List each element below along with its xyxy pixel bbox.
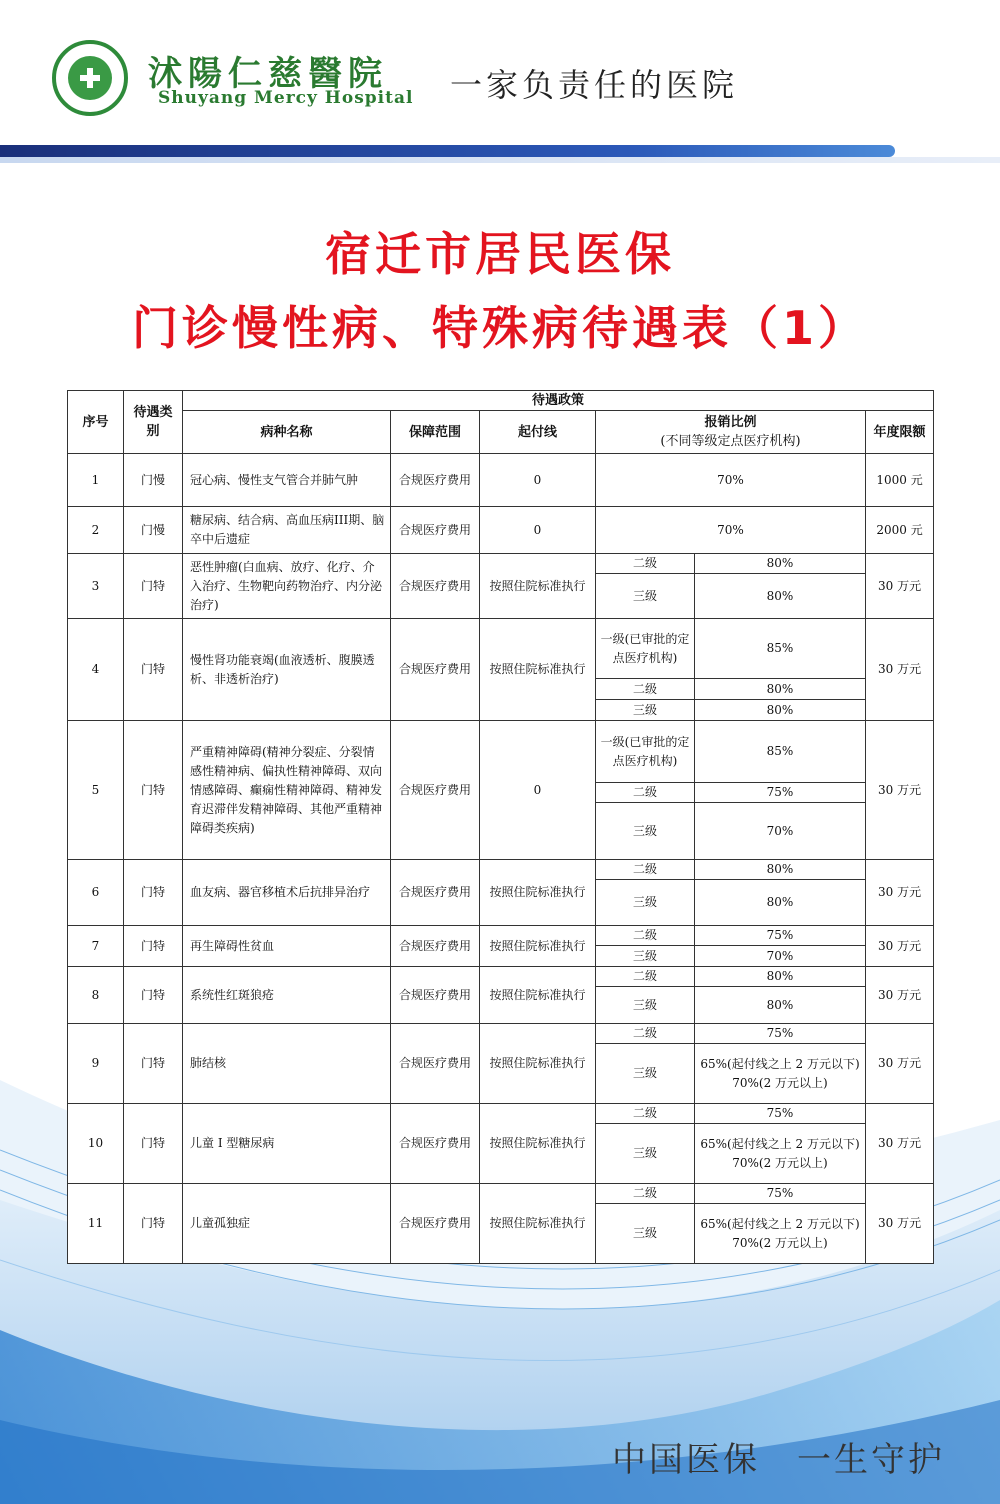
cell-deductible: 0 <box>480 721 596 860</box>
col-ratio <box>596 411 866 454</box>
col-seq: 序号 <box>68 391 124 454</box>
cell-ratio: 70% <box>596 507 866 554</box>
hospital-slogan: 一家负责任的医院 <box>450 66 739 104</box>
cell-scope: 合规医疗费用 <box>391 860 480 926</box>
cell-limit: 30 万元 <box>866 554 934 619</box>
cell-limit: 30 万元 <box>866 1104 934 1184</box>
cell-deductible: 按照住院标准执行 <box>480 554 596 619</box>
cell-no: 11 <box>68 1184 124 1264</box>
cell-level: 三级 <box>596 987 695 1024</box>
cell-type: 门特 <box>124 554 183 619</box>
cell-level: 三级 <box>596 700 695 721</box>
ratio-tier1: 65%(起付线之上 2 万元以下) <box>700 1056 860 1071</box>
cell-ratio: 80% <box>695 967 866 987</box>
cell-scope: 合规医疗费用 <box>391 967 480 1024</box>
ratio-tier2: 70%(2 万元以上) <box>732 1075 828 1090</box>
page-title-line1: 宿迁市居民医保 <box>325 227 675 281</box>
cell-no: 2 <box>68 507 124 554</box>
cell-scope: 合规医疗费用 <box>391 554 480 619</box>
cell-level: 二级 <box>596 967 695 987</box>
cell-scope: 合规医疗费用 <box>391 507 480 554</box>
col-limit: 年度限额 <box>866 411 934 454</box>
table-row <box>68 1104 934 1124</box>
cell-level: 二级 <box>596 783 695 803</box>
cell-ratio: 80% <box>695 987 866 1024</box>
cell-level: 二级 <box>596 1024 695 1044</box>
cell-type: 门特 <box>124 1104 183 1184</box>
cell-type: 门特 <box>124 926 183 967</box>
table-row <box>68 554 934 574</box>
cell-level: 一级(已审批的定点医疗机构) <box>596 619 695 679</box>
cell-deductible: 按照住院标准执行 <box>480 860 596 926</box>
cell-deductible: 按照住院标准执行 <box>480 1184 596 1264</box>
table-row <box>68 926 934 946</box>
cell-limit: 30 万元 <box>866 967 934 1024</box>
cell-disease: 系统性红斑狼疮 <box>183 967 391 1024</box>
cell-level: 二级 <box>596 926 695 946</box>
cell-ratio: 70% <box>695 946 866 967</box>
cell-disease: 血友病、器官移植术后抗排异治疗 <box>183 860 391 926</box>
cell-ratio: 80% <box>695 574 866 619</box>
cell-no: 8 <box>68 967 124 1024</box>
col-policy: 待遇政策 <box>183 391 934 411</box>
cell-type: 门慢 <box>124 454 183 507</box>
cell-type: 门特 <box>124 619 183 721</box>
cell-limit: 2000 元 <box>866 507 934 554</box>
cell-level: 三级 <box>596 574 695 619</box>
cell-ratio: 85% <box>695 619 866 679</box>
cell-level: 三级 <box>596 880 695 926</box>
hospital-logo <box>52 40 128 116</box>
cell-type: 门特 <box>124 860 183 926</box>
treatment-table <box>67 390 934 1264</box>
cell-type: 门特 <box>124 967 183 1024</box>
cell-disease: 糖尿病、结合病、高血压病III期、脑卒中后遗症 <box>183 507 391 554</box>
col-disease: 病种名称 <box>183 411 391 454</box>
cell-type: 门特 <box>124 1184 183 1264</box>
cell-limit: 30 万元 <box>866 721 934 860</box>
cell-disease: 严重精神障碍(精神分裂症、分裂情感性精神病、偏执性精神障碍、双向情感障碍、癫痫性精神障碍、精神发育迟滞伴发精神障碍、其他严重精神障碍类疾病) <box>183 721 391 860</box>
cell-deductible: 按照住院标准执行 <box>480 1024 596 1104</box>
cell-scope: 合规医疗费用 <box>391 619 480 721</box>
cell-scope: 合规医疗费用 <box>391 721 480 860</box>
table-row <box>68 860 934 880</box>
cell-level: 二级 <box>596 1104 695 1124</box>
cell-ratio <box>695 1124 866 1184</box>
cell-no: 10 <box>68 1104 124 1184</box>
cell-type: 门特 <box>124 721 183 860</box>
cell-level: 二级 <box>596 679 695 700</box>
col-deductible: 起付线 <box>480 411 596 454</box>
cell-disease: 肺结核 <box>183 1024 391 1104</box>
cell-ratio: 75% <box>695 783 866 803</box>
cell-no: 6 <box>68 860 124 926</box>
ratio-tier1: 65%(起付线之上 2 万元以下) <box>700 1136 860 1151</box>
header-row <box>68 391 934 411</box>
cell-no: 5 <box>68 721 124 860</box>
cell-disease: 恶性肿瘤(白血病、放疗、化疗、介入治疗、生物靶向药物治疗、内分泌治疗) <box>183 554 391 619</box>
cell-no: 1 <box>68 454 124 507</box>
cell-no: 4 <box>68 619 124 721</box>
header-band <box>0 145 895 157</box>
ratio-tier2: 70%(2 万元以上) <box>732 1235 828 1250</box>
cell-ratio: 80% <box>695 880 866 926</box>
table-row <box>68 1024 934 1044</box>
cell-ratio: 75% <box>695 1104 866 1124</box>
col-scope: 保障范围 <box>391 411 480 454</box>
cell-level: 三级 <box>596 946 695 967</box>
cell-level: 三级 <box>596 1124 695 1184</box>
cell-scope: 合规医疗费用 <box>391 1184 480 1264</box>
cell-no: 9 <box>68 1024 124 1104</box>
cell-ratio: 80% <box>695 860 866 880</box>
cell-ratio: 80% <box>695 554 866 574</box>
cell-scope: 合规医疗费用 <box>391 926 480 967</box>
ratio-tier1: 65%(起付线之上 2 万元以下) <box>700 1216 860 1231</box>
cell-ratio: 85% <box>695 721 866 783</box>
cell-ratio: 70% <box>695 803 866 860</box>
hospital-name-cn: 沭陽仁慈醫院 <box>148 54 388 94</box>
cell-limit: 30 万元 <box>866 860 934 926</box>
cell-scope: 合规医疗费用 <box>391 454 480 507</box>
cell-deductible: 按照住院标准执行 <box>480 1104 596 1184</box>
ratio-tier2: 70%(2 万元以上) <box>732 1155 828 1170</box>
cell-limit: 1000 元 <box>866 454 934 507</box>
cell-type: 门特 <box>124 1024 183 1104</box>
footer-slogan: 中国医保 一生守护 <box>612 1440 945 1480</box>
cell-ratio: 75% <box>695 1024 866 1044</box>
logo-emblem <box>68 56 112 100</box>
cell-disease: 儿童孤独症 <box>183 1184 391 1264</box>
cell-level: 二级 <box>596 1184 695 1204</box>
header-row <box>68 411 934 454</box>
cell-level: 二级 <box>596 554 695 574</box>
table-row <box>68 967 934 987</box>
table-row <box>68 721 934 783</box>
cell-deductible: 0 <box>480 454 596 507</box>
table-row <box>68 1184 934 1204</box>
cell-level: 二级 <box>596 860 695 880</box>
cell-disease: 儿童 I 型糖尿病 <box>183 1104 391 1184</box>
cell-limit: 30 万元 <box>866 1024 934 1104</box>
cell-disease: 慢性肾功能衰竭(血液透析、腹膜透析、非透析治疗) <box>183 619 391 721</box>
cell-level: 三级 <box>596 1044 695 1104</box>
cross-icon-bar <box>80 75 100 81</box>
cell-no: 7 <box>68 926 124 967</box>
hospital-name-en: Shuyang Mercy Hospital <box>158 88 414 108</box>
cell-level: 三级 <box>596 1204 695 1264</box>
cell-deductible: 按照住院标准执行 <box>480 926 596 967</box>
cell-ratio: 80% <box>695 700 866 721</box>
col-ratio-label: 报销比例 <box>704 415 757 430</box>
cell-deductible: 0 <box>480 507 596 554</box>
page-title-line2: 门诊慢性病、特殊病待遇表（1） <box>131 301 868 355</box>
cell-ratio: 80% <box>695 679 866 700</box>
cell-type: 门慢 <box>124 507 183 554</box>
cell-scope: 合规医疗费用 <box>391 1024 480 1104</box>
cell-deductible: 按照住院标准执行 <box>480 967 596 1024</box>
cell-ratio <box>695 1204 866 1264</box>
cell-no: 3 <box>68 554 124 619</box>
cell-ratio <box>695 1044 866 1104</box>
table-row <box>68 507 934 554</box>
cell-disease: 冠心病、慢性支气管合并肺气肿 <box>183 454 391 507</box>
header-band-light <box>0 157 1000 163</box>
cell-ratio: 75% <box>695 1184 866 1204</box>
cell-limit: 30 万元 <box>866 926 934 967</box>
table-row <box>68 619 934 679</box>
cell-ratio: 75% <box>695 926 866 946</box>
table-row <box>68 454 934 507</box>
col-type: 待遇类别 <box>124 391 183 454</box>
cell-level: 三级 <box>596 803 695 860</box>
cell-deductible: 按照住院标准执行 <box>480 619 596 721</box>
cell-limit: 30 万元 <box>866 619 934 721</box>
cell-scope: 合规医疗费用 <box>391 1104 480 1184</box>
header <box>0 0 1000 150</box>
cell-level: 一级(已审批的定点医疗机构) <box>596 721 695 783</box>
cell-ratio: 70% <box>596 454 866 507</box>
col-ratio-note: (不同等级定点医疗机构) <box>660 434 801 449</box>
cell-disease: 再生障碍性贫血 <box>183 926 391 967</box>
cell-limit: 30 万元 <box>866 1184 934 1264</box>
